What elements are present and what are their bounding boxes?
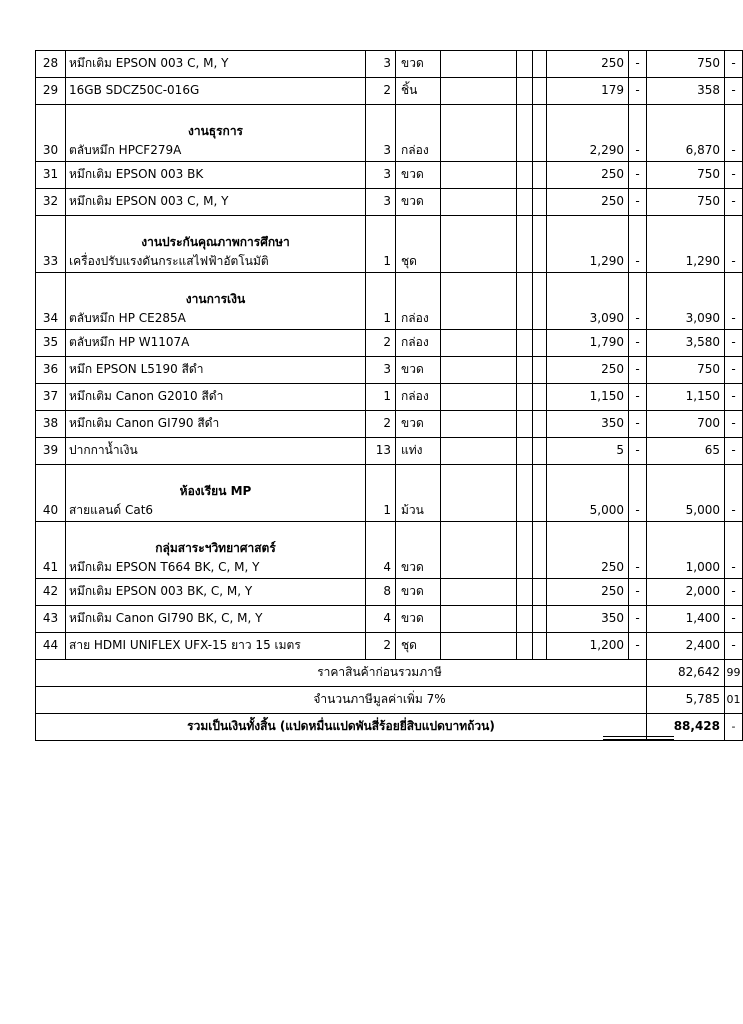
item-unit: ชุด — [396, 633, 441, 660]
item-description — [66, 522, 366, 579]
blank-cell — [517, 606, 533, 633]
blank-cell — [533, 330, 547, 357]
item-description-text: สาย HDMI UNIFLEX UFX-15 ยาว 15 เมตร — [69, 638, 301, 653]
blank-cell — [441, 189, 517, 216]
blank-cell — [517, 633, 533, 660]
item-amount-satang: - — [725, 216, 743, 273]
item-amount-satang: - — [725, 162, 743, 189]
item-unit: ขวด — [396, 522, 441, 579]
item-quantity: 2 — [366, 633, 396, 660]
blank-cell — [441, 633, 517, 660]
table-row — [36, 633, 743, 660]
item-unit-price: 5 — [547, 438, 629, 465]
item-number: 31 — [36, 162, 66, 189]
item-number: 39 — [36, 438, 66, 465]
item-amount-satang: - — [725, 273, 743, 330]
item-number: 41 — [36, 522, 66, 579]
item-description-text: ตลับหมึก HPCF279A — [69, 142, 182, 157]
table-row — [36, 105, 743, 162]
item-amount-satang: - — [725, 357, 743, 384]
item-unit-price: 2,290 — [547, 105, 629, 162]
item-unit-price-satang: - — [629, 51, 647, 78]
item-amount: 2,400 — [647, 633, 725, 660]
blank-cell — [517, 162, 533, 189]
item-unit-price-satang: - — [629, 438, 647, 465]
section-heading: กลุ่มสาระฯวิทยาศาสตร์ — [155, 540, 276, 555]
item-number: 32 — [36, 189, 66, 216]
item-amount-satang: - — [725, 438, 743, 465]
item-unit: ชุด — [396, 216, 441, 273]
subtotal-satang: 99 — [725, 660, 743, 687]
item-amount: 3,580 — [647, 330, 725, 357]
item-unit-price-satang: - — [629, 633, 647, 660]
item-unit-price: 179 — [547, 78, 629, 105]
item-quantity: 1 — [366, 465, 396, 522]
total-double-underline — [603, 736, 674, 737]
item-amount: 1,150 — [647, 384, 725, 411]
item-unit-price-satang: - — [629, 522, 647, 579]
item-amount-satang: - — [725, 411, 743, 438]
blank-cell — [441, 438, 517, 465]
item-unit: ขวด — [396, 357, 441, 384]
item-unit: ชิ้น — [396, 78, 441, 105]
blank-cell — [441, 579, 517, 606]
item-description-text: ตลับหมึก HP W1107A — [69, 335, 190, 350]
blank-cell — [533, 411, 547, 438]
item-amount-satang: - — [725, 579, 743, 606]
item-description — [66, 579, 366, 606]
item-quantity: 2 — [366, 411, 396, 438]
item-number: 30 — [36, 105, 66, 162]
blank-cell — [441, 357, 517, 384]
blank-cell — [533, 189, 547, 216]
table-row — [36, 330, 743, 357]
blank-cell — [533, 438, 547, 465]
item-number: 33 — [36, 216, 66, 273]
item-unit-price-satang: - — [629, 465, 647, 522]
item-amount: 5,000 — [647, 465, 725, 522]
item-description — [66, 162, 366, 189]
item-quantity: 3 — [366, 357, 396, 384]
item-quantity: 3 — [366, 51, 396, 78]
item-amount: 6,870 — [647, 105, 725, 162]
table-row — [36, 273, 743, 330]
blank-cell — [517, 465, 533, 522]
item-description — [66, 105, 366, 162]
total-label: รวมเป็นเงินทั้งสิ้น (แปดหมื่นแปดพันสี่ร้อยยี่สิบแปดบาทถ้วน) — [36, 714, 647, 741]
item-description-text: หมึกเติม Canon G2010 สีดำ — [69, 389, 224, 404]
blank-cell — [441, 273, 517, 330]
item-unit-price: 1,200 — [547, 633, 629, 660]
blank-cell — [517, 105, 533, 162]
table-row — [36, 51, 743, 78]
item-description — [66, 51, 366, 78]
item-unit: กล่อง — [396, 384, 441, 411]
item-number: 34 — [36, 273, 66, 330]
item-number: 38 — [36, 411, 66, 438]
item-quantity: 3 — [366, 162, 396, 189]
table-row — [36, 162, 743, 189]
table-row — [36, 78, 743, 105]
blank-cell — [441, 216, 517, 273]
table-row — [36, 411, 743, 438]
item-quantity: 4 — [366, 522, 396, 579]
item-number: 29 — [36, 78, 66, 105]
section-heading: ห้องเรียน MP — [179, 483, 252, 498]
item-description — [66, 189, 366, 216]
item-unit: กล่อง — [396, 105, 441, 162]
blank-cell — [533, 465, 547, 522]
item-number: 44 — [36, 633, 66, 660]
subtotal-row — [36, 660, 743, 687]
item-quantity: 3 — [366, 105, 396, 162]
item-quantity: 3 — [366, 189, 396, 216]
table-row — [36, 357, 743, 384]
item-description-text: หมึกเติม EPSON 003 BK, C, M, Y — [69, 584, 253, 599]
blank-cell — [533, 633, 547, 660]
item-description-text: เครื่องปรับแรงดันกระแสไฟฟ้าอัตโนมัติ — [69, 253, 269, 268]
item-amount: 750 — [647, 189, 725, 216]
item-unit-price: 250 — [547, 51, 629, 78]
blank-cell — [517, 522, 533, 579]
item-number: 28 — [36, 51, 66, 78]
item-amount: 750 — [647, 51, 725, 78]
item-amount-satang: - — [725, 51, 743, 78]
item-description-text: 16GB SDCZ50C-016G — [69, 83, 200, 98]
item-description — [66, 78, 366, 105]
item-number: 35 — [36, 330, 66, 357]
item-quantity: 2 — [366, 78, 396, 105]
item-description-text: ปากกาน้ำเงิน — [69, 443, 138, 458]
item-amount-satang: - — [725, 465, 743, 522]
blank-cell — [441, 522, 517, 579]
item-amount: 358 — [647, 78, 725, 105]
blank-cell — [517, 357, 533, 384]
item-unit-price-satang: - — [629, 162, 647, 189]
blank-cell — [533, 606, 547, 633]
summary-body — [36, 660, 743, 741]
item-description — [66, 465, 366, 522]
blank-cell — [517, 78, 533, 105]
item-quantity: 1 — [366, 273, 396, 330]
vat-label: จำนวนภาษีมูลค่าเพิ่ม 7% — [36, 687, 647, 714]
blank-cell — [441, 105, 517, 162]
blank-cell — [517, 216, 533, 273]
item-unit-price: 250 — [547, 357, 629, 384]
blank-cell — [533, 522, 547, 579]
item-unit: ขวด — [396, 51, 441, 78]
item-unit-price-satang: - — [629, 78, 647, 105]
item-description — [66, 438, 366, 465]
total-satang: - — [725, 714, 743, 741]
item-unit: ขวด — [396, 411, 441, 438]
item-description — [66, 330, 366, 357]
blank-cell — [441, 78, 517, 105]
item-description — [66, 411, 366, 438]
table-row — [36, 216, 743, 273]
blank-cell — [517, 438, 533, 465]
item-unit-price-satang: - — [629, 330, 647, 357]
item-amount-satang: - — [725, 606, 743, 633]
item-description — [66, 216, 366, 273]
table-row — [36, 606, 743, 633]
item-unit-price-satang: - — [629, 606, 647, 633]
item-number: 37 — [36, 384, 66, 411]
item-quantity: 1 — [366, 384, 396, 411]
subtotal-label: ราคาสินค้าก่อนรวมภาษี — [36, 660, 647, 687]
blank-cell — [441, 162, 517, 189]
item-description-text: หมึกเติม EPSON 003 C, M, Y — [69, 56, 229, 71]
purchase-list-sheet — [35, 50, 741, 741]
blank-cell — [533, 357, 547, 384]
item-unit: ม้วน — [396, 465, 441, 522]
item-unit: กล่อง — [396, 273, 441, 330]
item-description-text: ตลับหมึก HP CE285A — [69, 310, 186, 325]
item-unit-price-satang: - — [629, 384, 647, 411]
blank-cell — [533, 273, 547, 330]
item-unit-price: 350 — [547, 606, 629, 633]
blank-cell — [517, 384, 533, 411]
item-amount-satang: - — [725, 384, 743, 411]
blank-cell — [517, 51, 533, 78]
blank-cell — [517, 189, 533, 216]
item-unit-price-satang: - — [629, 357, 647, 384]
item-unit-price-satang: - — [629, 273, 647, 330]
item-unit-price-satang: - — [629, 216, 647, 273]
item-description-text: หมึกเติม Canon GI790 BK, C, M, Y — [69, 611, 263, 626]
item-unit-price: 5,000 — [547, 465, 629, 522]
item-unit-price: 1,790 — [547, 330, 629, 357]
vat-row — [36, 687, 743, 714]
table-row — [36, 384, 743, 411]
item-amount-satang: - — [725, 105, 743, 162]
item-quantity: 1 — [366, 216, 396, 273]
item-description-text: หมึกเติม EPSON T664 BK, C, M, Y — [69, 559, 260, 574]
item-amount: 1,400 — [647, 606, 725, 633]
blank-cell — [441, 465, 517, 522]
item-unit-price-satang: - — [629, 189, 647, 216]
item-description-text: หมึกเติม EPSON 003 C, M, Y — [69, 194, 229, 209]
table-row — [36, 522, 743, 579]
item-amount: 1,290 — [647, 216, 725, 273]
item-number: 40 — [36, 465, 66, 522]
blank-cell — [533, 384, 547, 411]
item-unit-price-satang: - — [629, 411, 647, 438]
item-number: 43 — [36, 606, 66, 633]
blank-cell — [533, 162, 547, 189]
vat-value: 5,785 — [647, 687, 725, 714]
item-unit: ขวด — [396, 579, 441, 606]
section-heading: งานการเงิน — [185, 291, 246, 306]
item-quantity: 4 — [366, 606, 396, 633]
blank-cell — [533, 216, 547, 273]
item-amount: 65 — [647, 438, 725, 465]
item-unit-price: 250 — [547, 579, 629, 606]
item-unit-price: 250 — [547, 162, 629, 189]
blank-cell — [441, 330, 517, 357]
item-description — [66, 384, 366, 411]
item-amount: 3,090 — [647, 273, 725, 330]
blank-cell — [517, 579, 533, 606]
item-unit-price: 250 — [547, 189, 629, 216]
item-amount-satang: - — [725, 633, 743, 660]
blank-cell — [517, 330, 533, 357]
item-amount-satang: - — [725, 78, 743, 105]
item-unit: ขวด — [396, 189, 441, 216]
section-heading: งานประกันคุณภาพการศึกษา — [141, 234, 290, 249]
item-unit-price: 250 — [547, 522, 629, 579]
item-unit: ขวด — [396, 606, 441, 633]
item-amount: 750 — [647, 357, 725, 384]
item-unit-price: 1,150 — [547, 384, 629, 411]
item-quantity: 2 — [366, 330, 396, 357]
item-number: 42 — [36, 579, 66, 606]
table-row — [36, 465, 743, 522]
item-amount-satang: - — [725, 522, 743, 579]
item-unit: แท่ง — [396, 438, 441, 465]
item-unit-price-satang: - — [629, 105, 647, 162]
item-description-text: หมึกเติม Canon GI790 สีดำ — [69, 416, 220, 431]
blank-cell — [517, 273, 533, 330]
blank-cell — [533, 105, 547, 162]
blank-cell — [517, 411, 533, 438]
item-unit-price: 3,090 — [547, 273, 629, 330]
item-description — [66, 273, 366, 330]
item-unit-price-satang: - — [629, 579, 647, 606]
item-description-text: สายแลนด์ Cat6 — [69, 502, 154, 517]
item-amount: 2,000 — [647, 579, 725, 606]
blank-cell — [533, 579, 547, 606]
blank-cell — [441, 51, 517, 78]
item-description-text: หมึก EPSON L5190 สีดำ — [69, 362, 204, 377]
item-description — [66, 606, 366, 633]
item-amount: 1,000 — [647, 522, 725, 579]
item-description-text: หมึกเติม EPSON 003 BK — [69, 167, 204, 182]
item-quantity: 8 — [366, 579, 396, 606]
section-heading: งานธุรการ — [187, 123, 244, 138]
item-amount-satang: - — [725, 330, 743, 357]
items-table — [35, 50, 743, 741]
total-value: 88,428 — [647, 714, 725, 741]
item-amount-satang: - — [725, 189, 743, 216]
item-description — [66, 633, 366, 660]
vat-satang: 01 — [725, 687, 743, 714]
item-number: 36 — [36, 357, 66, 384]
table-row — [36, 438, 743, 465]
item-quantity: 13 — [366, 438, 396, 465]
blank-cell — [441, 384, 517, 411]
item-unit-price: 1,290 — [547, 216, 629, 273]
blank-cell — [533, 51, 547, 78]
items-body — [36, 51, 743, 660]
subtotal-value: 82,642 — [647, 660, 725, 687]
table-row — [36, 579, 743, 606]
blank-cell — [441, 606, 517, 633]
total-double-underline-2 — [603, 739, 674, 740]
item-unit-price: 350 — [547, 411, 629, 438]
blank-cell — [441, 411, 517, 438]
item-description — [66, 357, 366, 384]
item-unit: กล่อง — [396, 330, 441, 357]
blank-cell — [533, 78, 547, 105]
table-row — [36, 189, 743, 216]
item-amount: 750 — [647, 162, 725, 189]
item-unit: ขวด — [396, 162, 441, 189]
item-amount: 700 — [647, 411, 725, 438]
